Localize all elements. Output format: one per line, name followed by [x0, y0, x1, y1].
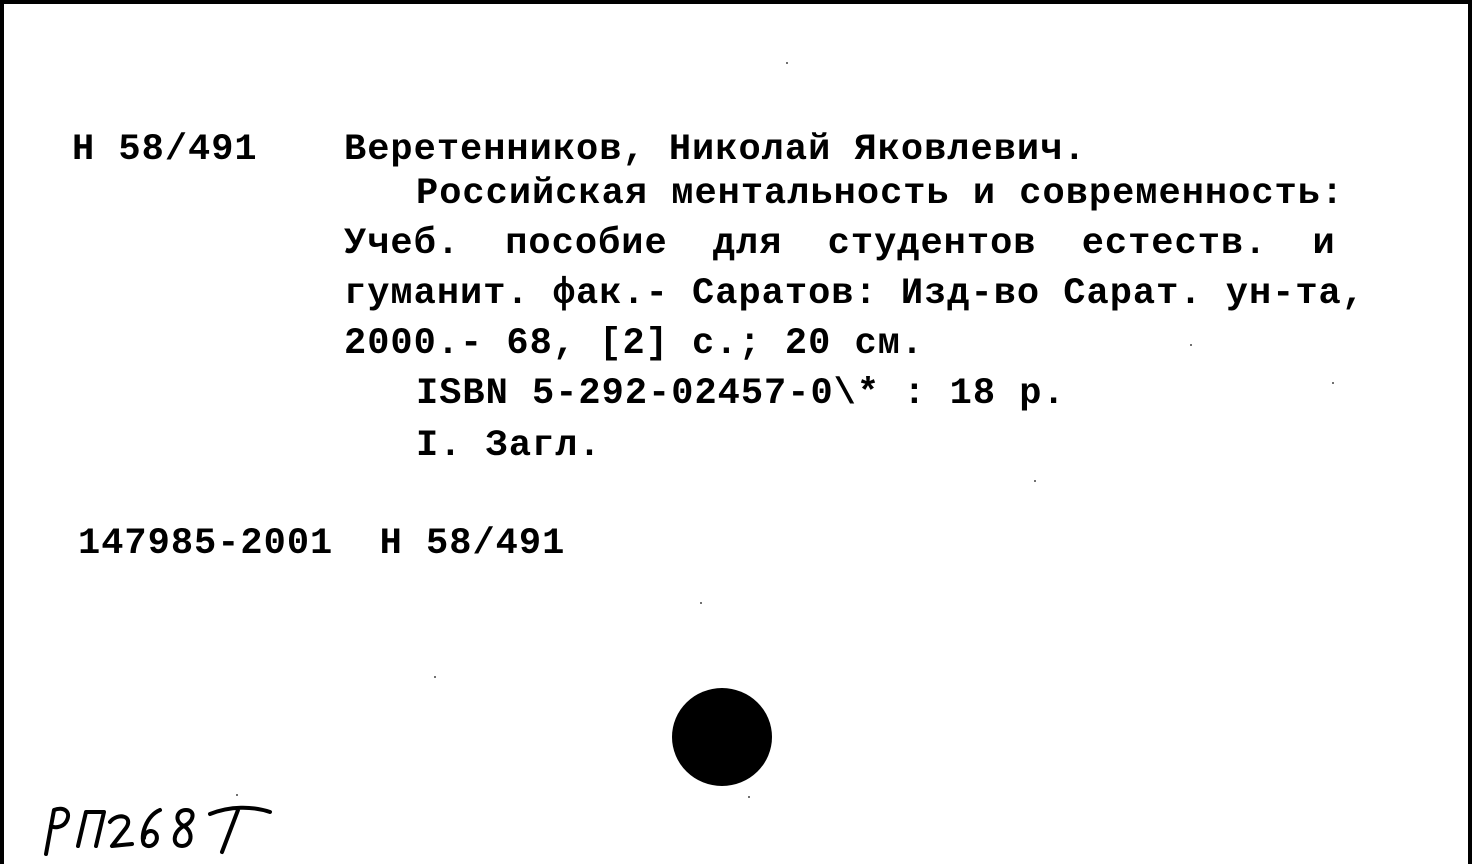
speck: [700, 602, 702, 604]
title-line: Российская ментальность и современность:: [416, 173, 1345, 215]
speck: [786, 62, 788, 64]
speck: [434, 676, 436, 678]
punch-hole: [672, 688, 772, 786]
index-entry: I. Загл.: [416, 425, 602, 467]
description-line: гуманит. фак.- Саратов: Изд-во Сарат. ун-та,: [344, 273, 1365, 315]
author-heading: Веретенников, Николай Яковлевич.: [344, 129, 1087, 171]
description-line: 2000.- 68, [2] с.; 20 см.: [344, 323, 925, 365]
speck: [1034, 480, 1036, 482]
accession-number: 147985-2001 Н 58/491: [78, 523, 566, 565]
isbn-line: ISBN 5-292-02457-0\* : 18 р.: [416, 373, 1066, 415]
speck: [236, 794, 238, 796]
description-line: Учеб. пособие для студентов естеств. и: [344, 223, 1336, 265]
speck: [1190, 344, 1192, 346]
call-number: Н 58/491: [72, 129, 258, 171]
speck: [748, 796, 750, 798]
speck: [1332, 382, 1334, 384]
handwritten-mark: [34, 796, 284, 862]
